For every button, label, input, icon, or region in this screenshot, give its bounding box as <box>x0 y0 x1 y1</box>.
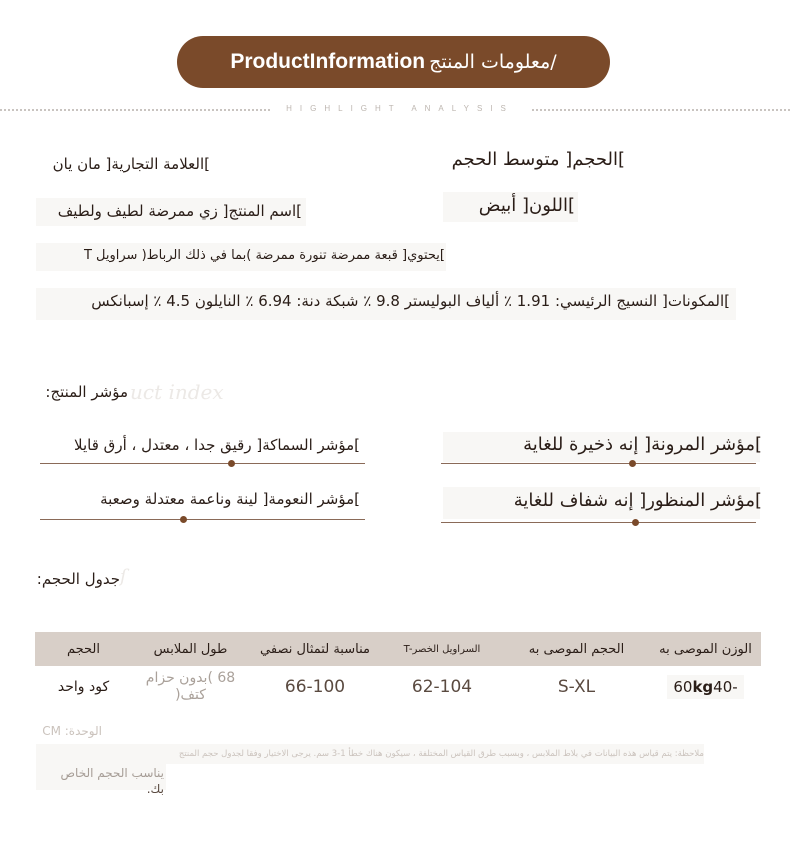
cell-length <box>132 666 249 708</box>
header-length: طول الملابس <box>132 632 249 666</box>
perspective-marker <box>632 519 639 526</box>
perspective-index: ]مؤشر المنظور[ إنه شفاف للغاية <box>513 490 762 511</box>
product-name-field: ]اسم المنتج[ زي ممرضة لطيف ولطيف <box>57 202 302 220</box>
perspective-scale <box>441 522 756 523</box>
product-index-title: مؤشر المنتج: <box>45 383 128 401</box>
cell-rec-size: S-XL <box>557 677 596 697</box>
table-row <box>35 666 761 708</box>
elasticity-index: ]مؤشر المرونة[ إنه ذخيرة للغاية <box>523 434 762 455</box>
highlight-subtitle: HIGHLIGHT ANALYSIS <box>270 104 530 116</box>
header-waist: T-السراويل الخصر <box>381 632 503 666</box>
ingredients-field: ]المكونات[ النسيج الرئيسي: 1.91 ٪ ألياف البوليستر 9.8 ٪ شبكة دنة: 6.94 ٪ النايلون 4.5 ٪ إسبانكس <box>91 292 730 310</box>
size-table-header <box>35 632 761 666</box>
size-note-line2: يناسب الحجم الخاص <box>60 766 164 780</box>
contains-field: ]يحتوي[ قبعة ممرضة تنورة ممرضة )بما في ذلك الرباط( سراويل T <box>83 248 445 263</box>
cell-weight-start: 40- <box>713 678 738 696</box>
cell-weight-end: 60 <box>673 678 693 696</box>
size-table <box>35 632 761 708</box>
cell-waist: 62-104 <box>411 677 473 697</box>
thickness-marker <box>228 460 235 467</box>
page-title-ar: /معلومات المنتج <box>429 51 557 73</box>
size-watermark: ſ <box>120 566 127 587</box>
page-title-en: ProductInformation <box>230 50 426 73</box>
size-note: ملاحظة: يتم قياس هذه البيانات في بلاط الملابس ، وبسبب طرق القياس المختلفة ، سيكون هناك خطأ 1-3 سم. يرجى الاختيار وفقا لجدول حجم المنتج <box>36 744 704 764</box>
header-size: الحجم <box>35 632 132 666</box>
unit-label: الوحدة: CM <box>42 724 102 738</box>
brand-field: ]العلامة التجارية[ مان يان <box>52 155 210 173</box>
cell-weight <box>650 666 761 708</box>
elasticity-scale <box>441 463 756 464</box>
cell-weight-unit: kg <box>692 678 714 696</box>
size-note-line3: بك. <box>146 782 164 796</box>
page-title-pill <box>177 36 610 88</box>
softness-index: ]مؤشر النعومة[ لينة وناعمة معتدلة وصعبة <box>100 490 360 508</box>
softness-scale <box>40 519 365 520</box>
index-watermark: uct index <box>130 380 224 404</box>
header-rec-size: الحجم الموصى به <box>503 632 650 666</box>
elasticity-marker <box>629 460 636 467</box>
cell-length-line2: كتف( <box>175 687 206 703</box>
cell-size: كود واحد <box>57 679 110 695</box>
color-field: ]اللون[ أبيض <box>478 195 575 216</box>
cell-length-line1: 68 )بدون حزام <box>145 670 236 686</box>
header-weight: الوزن الموصى به <box>650 632 761 666</box>
thickness-scale <box>40 463 365 464</box>
size-field: ]الحجم[ متوسط الحجم <box>451 149 625 170</box>
header-bust: مناسبة لتمثال نصفي <box>249 632 381 666</box>
softness-marker <box>180 516 187 523</box>
size-table-title: جدول الحجم: <box>36 570 120 588</box>
cell-bust: 66-100 <box>284 677 346 697</box>
thickness-index: ]مؤشر السماكة[ رقيق جدا ، معتدل ، أرق قايلا <box>74 436 360 454</box>
